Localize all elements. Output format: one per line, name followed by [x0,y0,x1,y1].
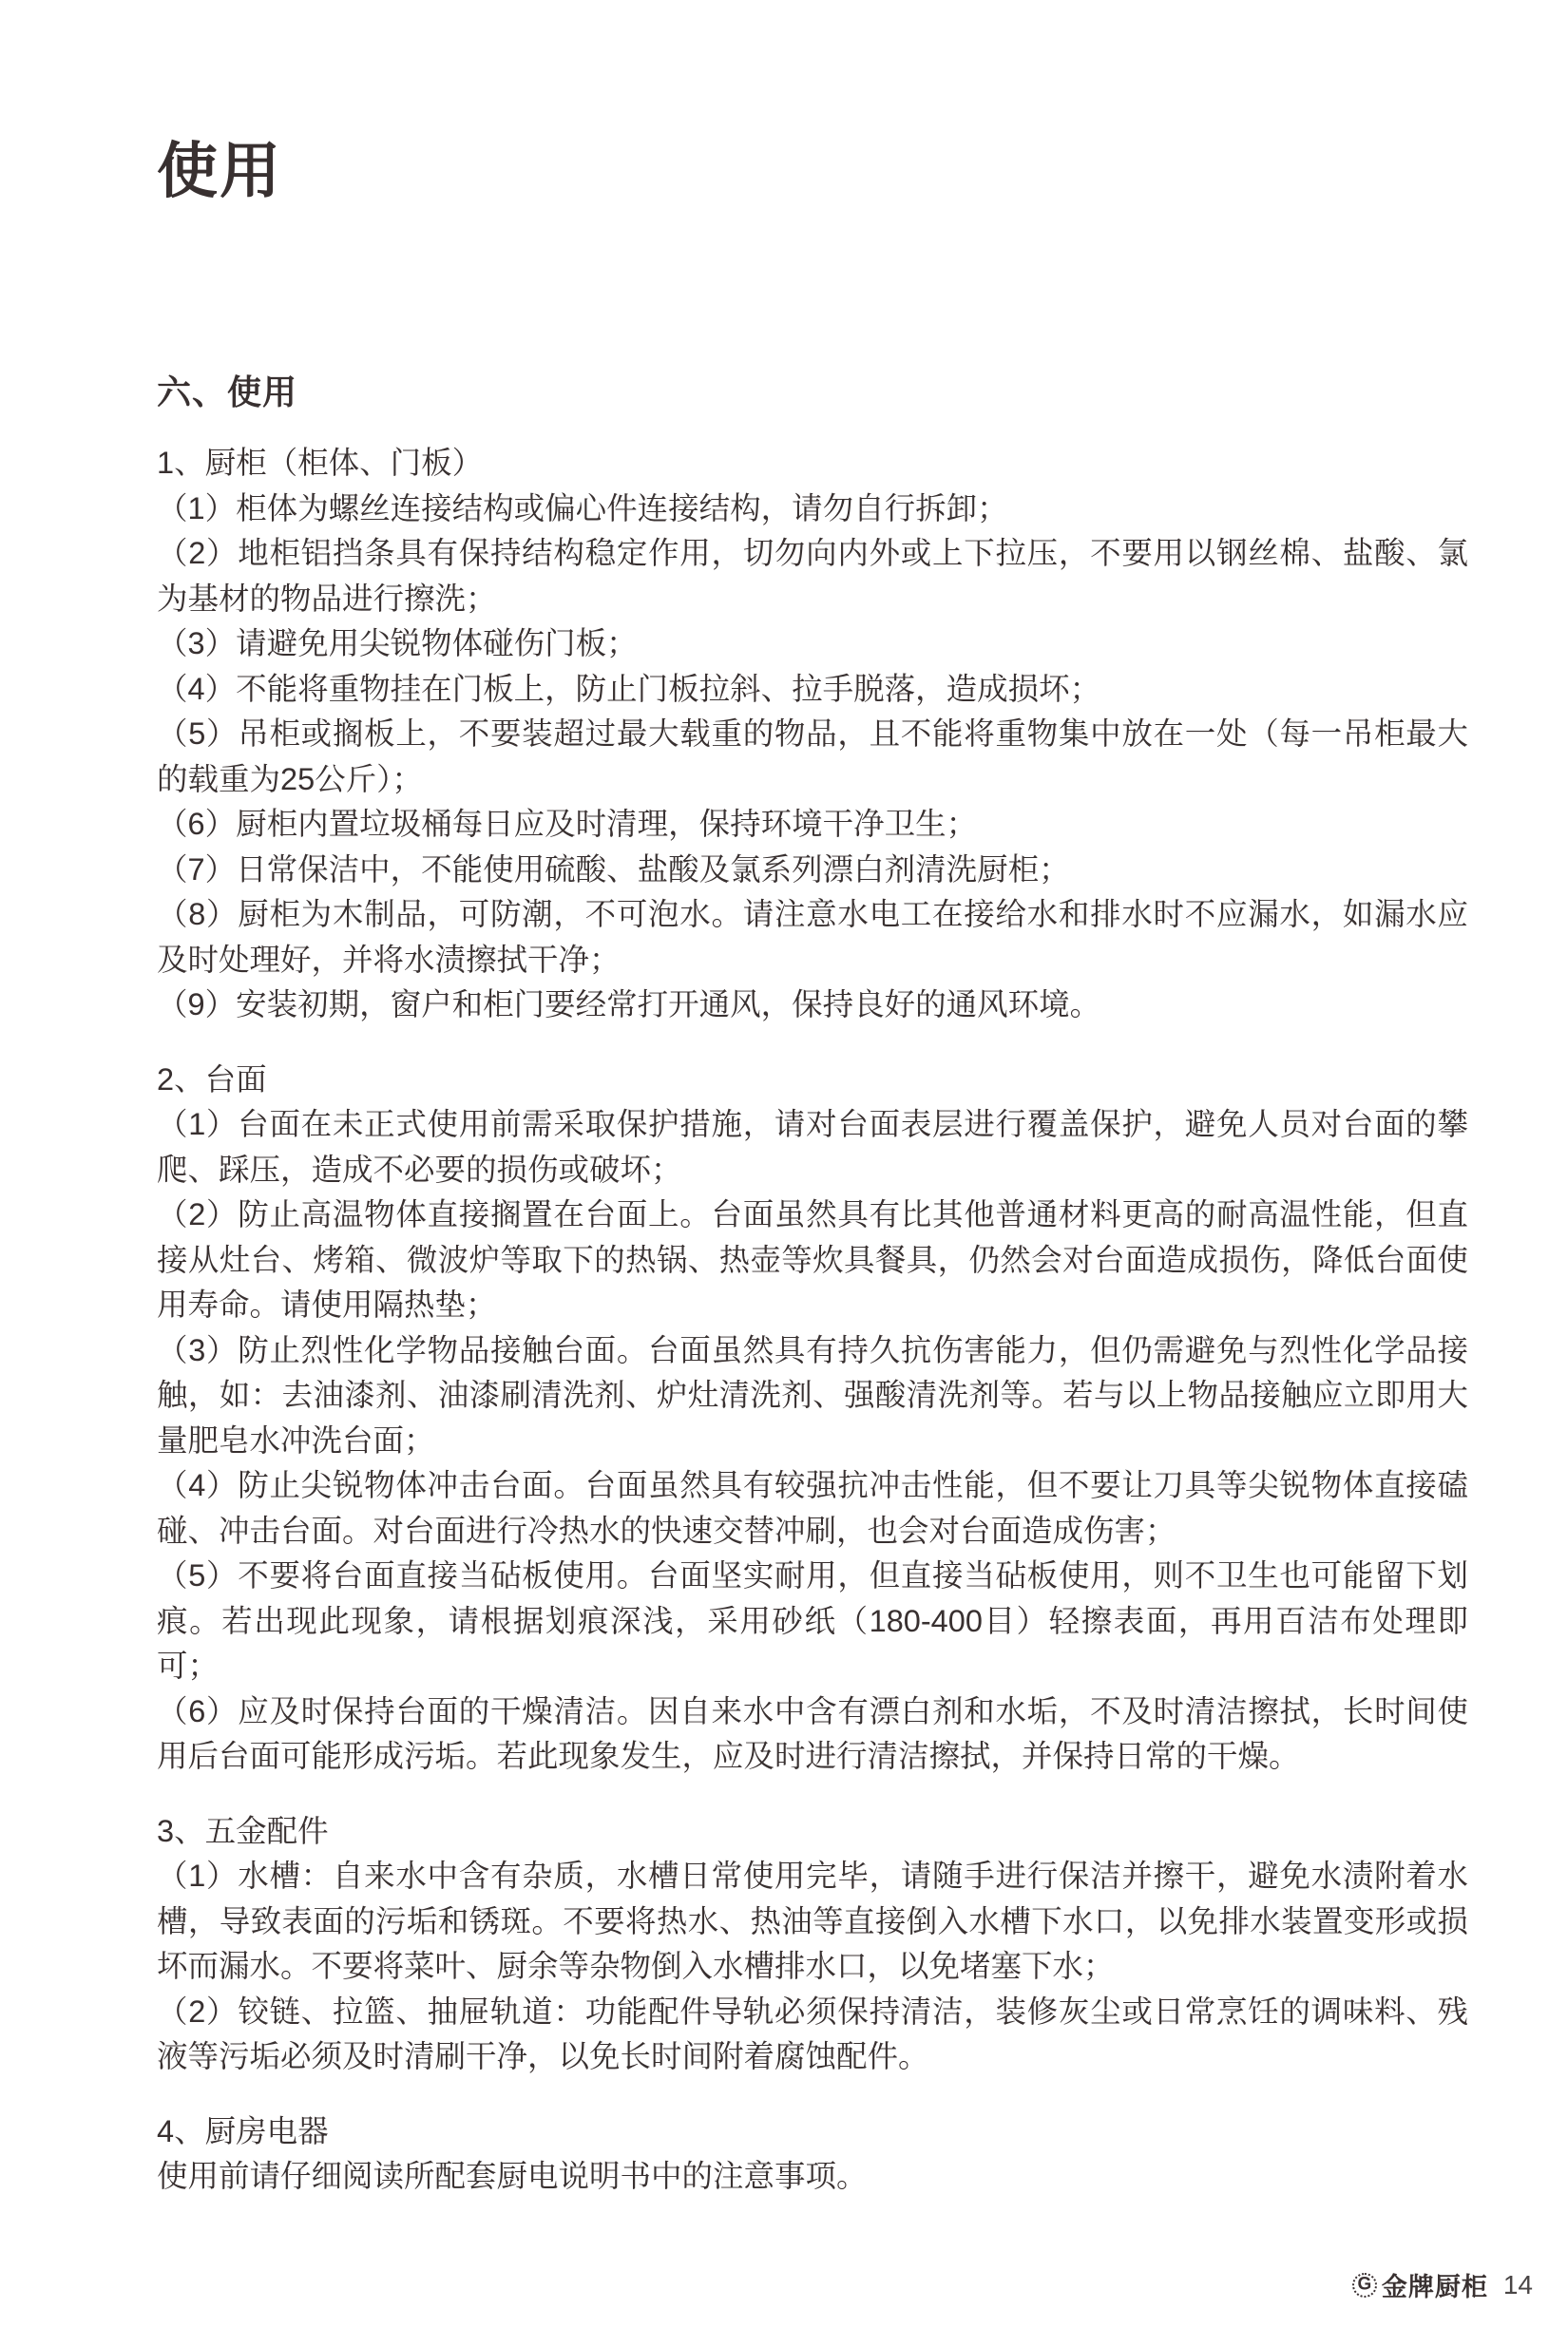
page-number: 14 [1502,2269,1533,2299]
paragraph: （2）防止高温物体直接搁置在台面上。台面虽然具有比其他普通材料更高的耐高温性能，但直接从灶台、烤箱、微波炉等取下的热锅、热壶等炊具餐具，仍然会对台面造成损伤，降低台面使用寿命。请使用隔热垫； [157,1197,1468,1322]
section-countertop [157,1058,1468,1780]
paragraph: （2）铰链、拉篮、抽屉轨道：功能配件导轨必须保持清洁，装修灰尘或日常烹饪的调味料、残液等污垢必须及时清刷干净，以免长时间附着腐蚀配件。 [157,1994,1468,2073]
brand-logo-icon [1352,2273,1377,2298]
section-heading: 3、五金配件 [157,1813,329,1848]
paragraph: （3）请避免用尖锐物体碰伤门板； [157,626,638,660]
paragraph: （6）厨柜内置垃圾桶每日应及时清理，保持环境干净卫生； [157,807,978,841]
paragraph: （8）厨柜为木制品，可防潮，不可泡水。请注意水电工在接给水和排水时不应漏水，如漏水应及时处理好，并将水渍擦拭干净； [157,897,1468,977]
paragraph: 使用前请仔细阅读所配套厨电说明书中的注意事项。 [157,2159,868,2193]
page-content [157,0,1468,2200]
paragraph: （2）地柜铝挡条具有保持结构稳定作用，切勿向内外或上下拉压，不要用以钢丝棉、盐酸、氯为基材的物品进行擦洗； [157,536,1468,616]
section-hardware [157,1809,1468,2080]
paragraph: （6）应及时保持台面的干燥清洁。因自来水中含有漂白剂和水垢，不及时清洁擦拭，长时间使用后台面可能形成污垢。若此现象发生，应及时进行清洁擦拭，并保持日常的干燥。 [157,1693,1468,1773]
paragraph: （4）防止尖锐物体冲击台面。台面虽然具有较强抗冲击性能，但不要让刀具等尖锐物体直接磕碰、冲击台面。对台面进行冷热水的快速交替冲刷，也会对台面造成伤害； [157,1468,1468,1548]
section-heading: 2、台面 [157,1061,267,1097]
paragraph: （3）防止烈性化学物品接触台面。台面虽然具有持久抗伤害能力，但仍需避免与烈性化学品接触，如：去油漆剂、油漆刷清洗剂、炉灶清洗剂、强酸清洗剂等。若与以上物品接触应立即用大量肥皂水冲洗台面； [157,1332,1468,1458]
paragraph: （5）吊柜或搁板上，不要装超过最大载重的物品，且不能将重物集中放在一处（每一吊柜最大的载重为25公斤）； [157,716,1468,796]
section-heading: 4、厨房电器 [157,2113,329,2148]
section-appliances [157,2109,1468,2200]
paragraph: （1）柜体为螺丝连接结构或偏心件连接结构，请勿自行拆卸； [157,490,1008,525]
paragraph: （5）不要将台面直接当砧板使用。台面坚实耐用，但直接当砧板使用，则不卫生也可能留下划痕。若出现此现象，请根据划痕深浅，采用砂纸（180-400目）轻擦表面，再用百洁布处理即可； [157,1558,1468,1683]
page-footer [1352,2266,1533,2303]
paragraph: （7）日常保洁中，不能使用硫酸、盐酸及氯系列漂白剂清洗厨柜； [157,851,1070,887]
paragraph: （1）台面在未正式使用前需采取保护措施，请对台面表层进行覆盖保护，避免人员对台面的攀爬、踩压，造成不必要的损伤或破坏； [157,1107,1468,1187]
g-letter: G [1357,2274,1372,2295]
paragraph: （1）水槽：自来水中含有杂质，水槽日常使用完毕，请随手进行保洁并擦干，避免水渍附着水槽，导致表面的污垢和锈斑。不要将热水、热油等直接倒入水槽下水口，以免排水装置变形或损坏而漏水。不要将菜叶、厨余等杂物倒入水槽排水口，以免堵塞下水； [157,1859,1468,1983]
paragraph: （4）不能将重物挂在门板上，防止门板拉斜、拉手脱落，造成损坏； [157,671,1101,706]
section-heading: 1、厨柜（柜体、门板） [157,446,484,480]
paragraph: （9）安装初期，窗户和柜门要经常打开通风，保持良好的通风环境。 [157,987,1101,1021]
chapter-heading: 六、使用 [157,372,298,411]
brand-name: 金牌厨柜 [1381,2273,1488,2301]
section-cabinet [157,441,1468,1028]
page-title: 使用 [157,137,282,205]
